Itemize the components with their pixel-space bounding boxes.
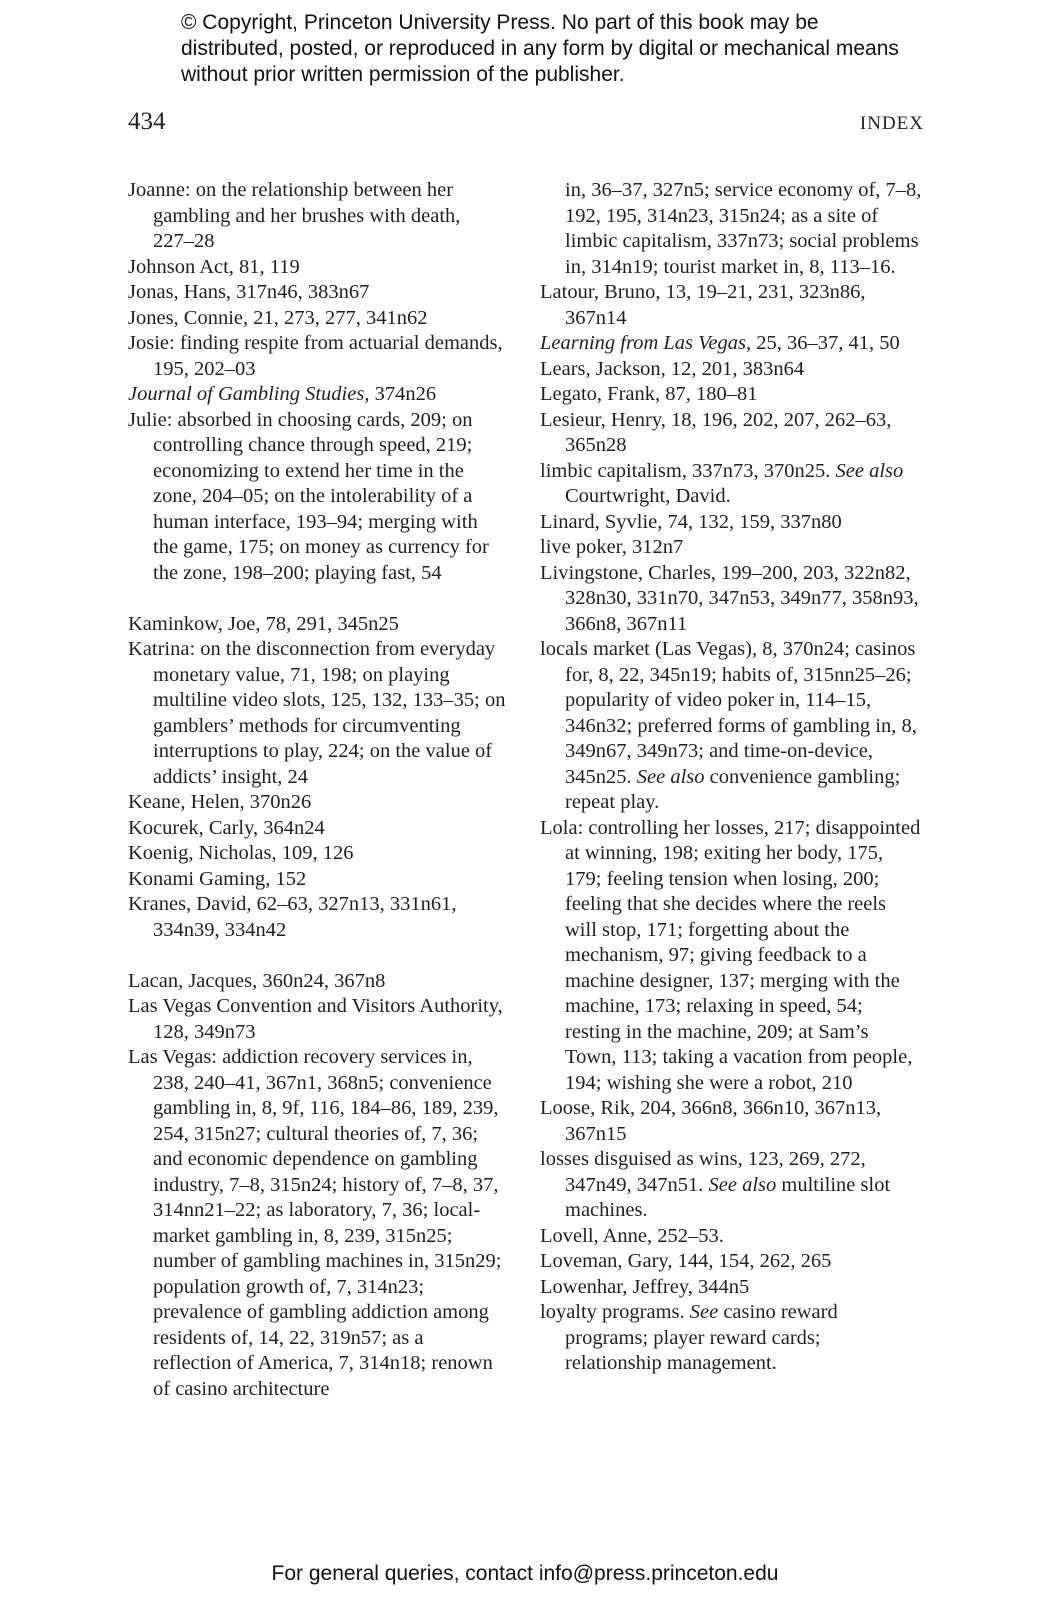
index-entry bbox=[128, 969, 506, 995]
index-entry bbox=[540, 408, 922, 459]
entry-text: , 374n26 bbox=[364, 383, 437, 405]
footer-contact: For general queries, contact info@press.princeton.edu bbox=[271, 1562, 779, 1585]
entry-text: Kranes, David, 62–63, 327n13, 331n61, 334n39, 334n42 bbox=[128, 893, 457, 941]
index-entry bbox=[128, 178, 506, 255]
see-also-target: Courtwright, David. bbox=[565, 485, 731, 507]
index-entry bbox=[128, 841, 506, 867]
index-column-left bbox=[128, 178, 506, 1402]
entry-text: Lola: controlling her losses, 217; disappointed at winning, 198; exiting her body, 175, 179; feeling tension when losing, 200; feeling that she decides where the reels will stop, 171; forgetting about the mechanism, 97; giving feedback to a machine designer, 137; merging with the machine, 173; relaxing in speed, 54; resting in the machine, 209; at Sam’s Town, 113; taking a vacation from people, 194; wishing she were a robot, 210 bbox=[540, 816, 921, 1094]
index-entry bbox=[540, 382, 922, 408]
entry-text: Joanne: on the relationship between her gambling and her brushes with death, 227–28 bbox=[128, 179, 461, 252]
entry-text: Lears, Jackson, 12, 201, 383n64 bbox=[540, 357, 805, 380]
index-entry bbox=[128, 306, 506, 332]
entry-text: Loose, Rik, 204, 366n8, 366n10, 367n13, 367n15 bbox=[540, 1097, 882, 1145]
entry-text: Kaminkow, Joe, 78, 291, 345n25 bbox=[128, 612, 399, 635]
entry-text: Las Vegas Convention and Visitors Authority, 128, 349n73 bbox=[128, 995, 503, 1043]
entry-text: Las Vegas: addiction recovery services in, 238, 240–41, 367n1, 368n5; convenience gambling in, 8, 9f, 116, 184–86, 189, 239, 254, 315n27; cultural theories of, 7, 36; and economic dependence on gambling industry, 7–8, 315n24; history of, 7–8, 37, 314nn21–22; as laboratory, 7, 36; local-market gambling in, 8, 239, 315n25; number of gambling machines in, 315n29; population growth of, 7, 314n23; prevalence of gambling addiction among residents of, 14, 22, 319n57; as a reflection of America, 7, 314n18; renown of casino architecture bbox=[128, 1046, 502, 1400]
entry-text: live poker, 312n7 bbox=[540, 536, 684, 558]
index-entry bbox=[128, 994, 506, 1045]
index-entry-continued bbox=[540, 178, 922, 280]
entry-text: Keane, Helen, 370n26 bbox=[128, 791, 312, 813]
index-entry bbox=[540, 1300, 922, 1377]
entry-text: Livingstone, Charles, 199–200, 203, 322n82, 328n30, 331n70, 347n53, 349n77, 358n93, 366n8, 367n11 bbox=[540, 561, 919, 635]
copyright-notice: © Copyright, Princeton University Press. No part of this book may be distributed, posted, or reproduced in any form by digital or mechanical means without prior written permission of the publisher. bbox=[181, 11, 899, 86]
index-entry bbox=[540, 535, 922, 561]
entry-text: locals market (Las Vegas), 8, 370n24; casinos for, 8, 22, 345n19; habits of, 315nn25–26; popularity of video poker in, 114–15, 346n32; preferred forms of gambling in, 8, 349n67, 349n73; and time-on-device, 345n25. bbox=[540, 638, 917, 788]
running-head: INDEX bbox=[859, 113, 924, 134]
see-also-label: See bbox=[689, 1301, 719, 1323]
entry-text: Johnson Act, 81, 119 bbox=[128, 255, 300, 278]
entry-text: Lacan, Jacques, 360n24, 367n8 bbox=[128, 969, 386, 992]
entry-text: Legato, Frank, 87, 180–81 bbox=[540, 383, 758, 405]
index-entry bbox=[540, 1096, 922, 1147]
index-entry bbox=[128, 612, 506, 638]
entry-title-italic: Journal of Gambling Studies bbox=[128, 383, 365, 405]
entry-text: loyalty programs. bbox=[540, 1301, 685, 1323]
index-entry bbox=[128, 790, 506, 816]
index-entry bbox=[128, 637, 506, 790]
index-entry bbox=[540, 637, 922, 816]
index-entry bbox=[540, 459, 922, 510]
entry-text: Jones, Connie, 21, 273, 277, 341n62 bbox=[128, 306, 428, 329]
index-entry bbox=[540, 1249, 922, 1275]
entry-text: Lowenhar, Jeffrey, 344n5 bbox=[540, 1275, 750, 1298]
page-number: 434 bbox=[128, 108, 166, 135]
index-entry bbox=[128, 408, 506, 587]
index-entry bbox=[540, 510, 922, 536]
see-also-label: See also bbox=[708, 1173, 777, 1196]
index-entry bbox=[128, 816, 506, 842]
index-entry bbox=[540, 357, 922, 383]
index-entry bbox=[540, 1275, 922, 1301]
see-also-target: convenience gambling; repeat play. bbox=[565, 765, 901, 813]
index-entry bbox=[540, 1147, 922, 1224]
entry-text: in, 36–37, 327n5; service economy of, 7–8, 192, 195, 314n23, 315n24; as a site of limbic capitalism, 337n73; social problems in, 314n19; tourist market in, 8, 113–16. bbox=[565, 179, 922, 278]
index-entry bbox=[128, 892, 506, 943]
entry-text: , 25, 36–37, 41, 50 bbox=[745, 332, 900, 354]
entry-text: Jonas, Hans, 317n46, 383n67 bbox=[128, 281, 370, 303]
see-also-label: See also bbox=[636, 765, 705, 788]
entry-text: losses disguised as wins, 123, 269, 272, 347n49, 347n51. bbox=[540, 1148, 866, 1196]
entry-text: Katrina: on the disconnection from everyday monetary value, 71, 198; on playing multiline video slots, 125, 132, 133–35; on gamblers’ methods for circumventing interruptions to play, 224; on the value of addicts’ insight, 24 bbox=[128, 638, 506, 788]
index-entry bbox=[128, 1045, 506, 1402]
entry-title-italic: Learning from Las Vegas bbox=[540, 332, 746, 354]
index-entry bbox=[540, 1224, 922, 1250]
entry-text: Loveman, Gary, 144, 154, 262, 265 bbox=[540, 1250, 832, 1272]
index-column-right bbox=[540, 178, 922, 1377]
entry-text: Linard, Syvlie, 74, 132, 159, 337n80 bbox=[540, 510, 842, 533]
entry-text: limbic capitalism, 337n73, 370n25. bbox=[540, 459, 831, 482]
see-also-target: multiline slot machines. bbox=[565, 1173, 891, 1221]
entry-text: Lovell, Anne, 252–53. bbox=[540, 1224, 724, 1247]
index-entry bbox=[540, 561, 922, 638]
entry-text: Koenig, Nicholas, 109, 126 bbox=[128, 842, 354, 864]
entry-text: Josie: finding respite from actuarial demands, 195, 202–03 bbox=[128, 332, 503, 380]
index-entry bbox=[128, 331, 506, 382]
letter-group-gap bbox=[128, 586, 506, 612]
letter-group-gap bbox=[128, 943, 506, 969]
see-also-target: casino reward programs; player reward cards; relationship management. bbox=[565, 1301, 838, 1374]
index-entry bbox=[540, 331, 922, 357]
index-entry bbox=[540, 280, 922, 331]
entry-text: Julie: absorbed in choosing cards, 209; on controlling chance through speed, 219; economizing to extend her time in the zone, 204–05; on the intolerability of a human interface, 193–94; merging with the game, 175; on money as currency for the zone, 198–200; playing fast, 54 bbox=[128, 408, 489, 584]
entry-text: Latour, Bruno, 13, 19–21, 231, 323n86, 367n14 bbox=[540, 281, 866, 329]
index-entry bbox=[128, 382, 506, 408]
entry-text: Lesieur, Henry, 18, 196, 202, 207, 262–63, 365n28 bbox=[540, 408, 892, 456]
index-entry bbox=[128, 280, 506, 306]
index-entry bbox=[540, 816, 922, 1097]
entry-text: Kocurek, Carly, 364n24 bbox=[128, 816, 325, 839]
entry-text: Konami Gaming, 152 bbox=[128, 867, 307, 890]
see-also-label: See also bbox=[835, 459, 904, 482]
index-entry bbox=[128, 867, 506, 893]
index-entry bbox=[128, 255, 506, 281]
